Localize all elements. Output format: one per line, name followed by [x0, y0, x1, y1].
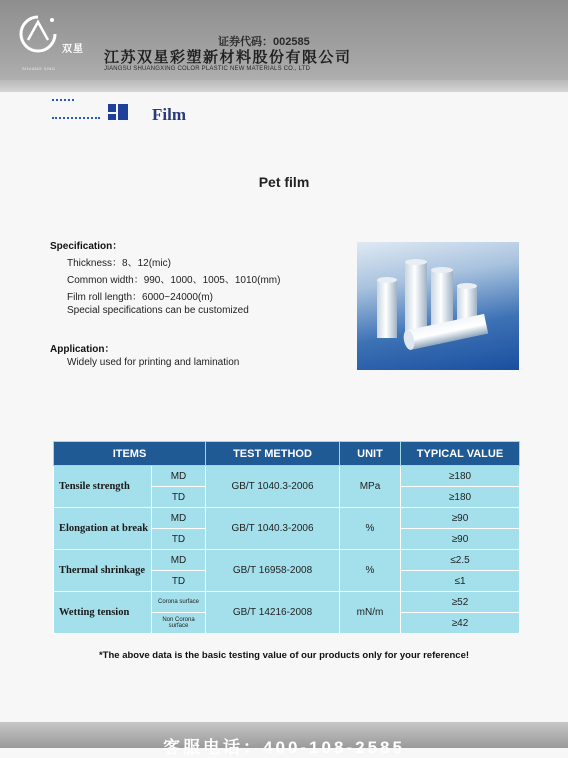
unit-cell: mN/m [340, 592, 401, 634]
surface-cell: Corona surface [152, 592, 206, 613]
specification-label: Specification： [50, 241, 123, 252]
value-cell: ≤1 [401, 571, 520, 592]
header-test-method: TEST METHOD [206, 442, 340, 466]
table-row [54, 550, 520, 571]
unit-cell: % [340, 508, 401, 550]
header-band [0, 80, 568, 92]
logo-subtext: SHUANG XING [22, 66, 56, 71]
spec-custom: Special specifications can be customized [67, 305, 249, 316]
test-method-cell: GB/T 1040.3-2006 [206, 466, 340, 508]
unit-cell: MPa [340, 466, 401, 508]
value-cell: ≥42 [401, 613, 520, 634]
header-items: ITEMS [54, 442, 206, 466]
direction-cell: TD [152, 571, 206, 592]
test-method-cell: GB/T 14216-2008 [206, 592, 340, 634]
direction-cell: TD [152, 529, 206, 550]
direction-cell: TD [152, 487, 206, 508]
item-name: Wetting tension [54, 592, 152, 634]
value-cell: ≥90 [401, 508, 520, 529]
logo-text: 双星 [62, 44, 84, 55]
table-row [54, 508, 520, 529]
surface-cell: Non Corona surface [152, 613, 206, 634]
application-text: Widely used for printing and lamination [67, 357, 240, 368]
hotline-text: 客服电话：400-108-2585 [163, 738, 405, 757]
unit-cell: % [340, 550, 401, 592]
decorative-dots [52, 117, 100, 119]
value-cell: ≥90 [401, 529, 520, 550]
item-name: Elongation at break [54, 508, 152, 550]
company-name-cn: 江苏双星彩塑新材料股份有限公司 [104, 49, 352, 66]
table-row [54, 592, 520, 613]
table-header-row [54, 442, 520, 466]
properties-table [53, 441, 520, 634]
item-name: Tensile strength [54, 466, 152, 508]
test-method-cell: GB/T 1040.3-2006 [206, 508, 340, 550]
decorative-dots [52, 99, 74, 101]
value-cell: ≤2.5 [401, 550, 520, 571]
product-photo [357, 242, 519, 370]
direction-cell: MD [152, 550, 206, 571]
spec-width: Common width：990、1000、1005、1010(mm) [67, 275, 281, 286]
header-typical-value: TYPICAL VALUE [401, 442, 520, 466]
section-marker-icon [108, 104, 128, 120]
company-logo-icon [16, 12, 60, 56]
application-label: Application： [50, 344, 115, 355]
value-cell: ≥180 [401, 487, 520, 508]
film-rolls-image [357, 242, 519, 370]
spec-thickness: Thickness：8、12(mic) [67, 258, 171, 269]
value-cell: ≥180 [401, 466, 520, 487]
value-cell: ≥52 [401, 592, 520, 613]
reference-note: *The above data is the basic testing value of our products only for your reference! [98, 650, 470, 661]
section-title: Film [152, 105, 186, 124]
item-name: Thermal shrinkage [54, 550, 152, 592]
test-method-cell: GB/T 16958-2008 [206, 550, 340, 592]
direction-cell: MD [152, 508, 206, 529]
company-name-en: JIANGSU SHUANGXING COLOR PLASTIC NEW MATERIALS CO., LTD [104, 66, 311, 72]
spec-roll-length: Film roll length：6000~24000(m) [67, 292, 213, 303]
direction-cell: MD [152, 466, 206, 487]
product-title: Pet film [258, 174, 310, 190]
header-unit: UNIT [340, 442, 401, 466]
table-row [54, 466, 520, 487]
stock-code: 证券代码：002585 [218, 36, 310, 48]
